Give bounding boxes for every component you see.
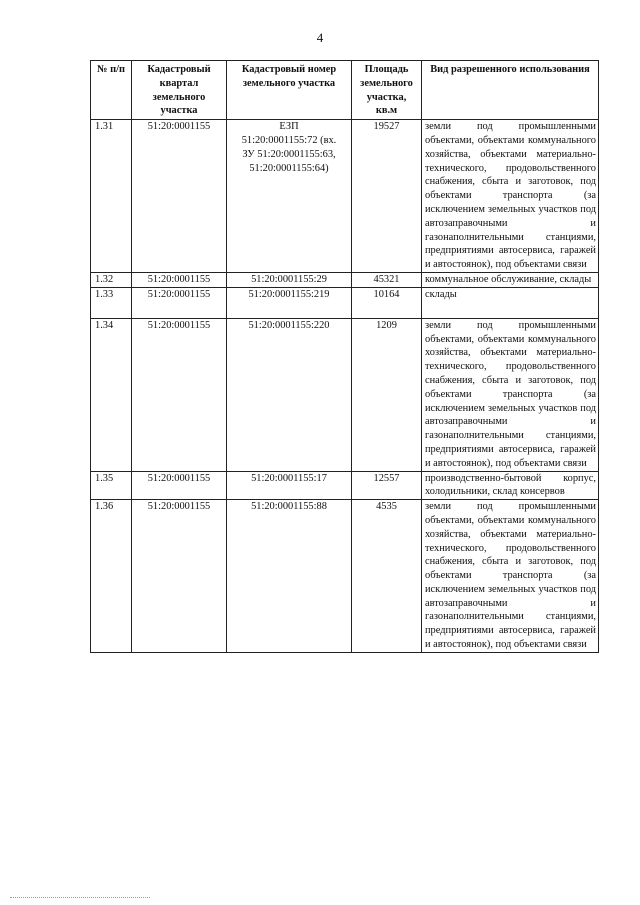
header-number: № п/п xyxy=(91,61,132,120)
table-row xyxy=(91,500,599,653)
row-area: 45321 xyxy=(352,272,422,287)
header-permitted-use: Вид разрешенного использования xyxy=(422,61,599,120)
table-header-row xyxy=(91,61,599,120)
row-cadastral-number: 51:20:0001155:220 xyxy=(227,318,352,471)
header-area: Площадь земельного участка, кв.м xyxy=(352,61,422,120)
row-cadastral-number: 51:20:0001155:17 xyxy=(227,471,352,500)
row-number: 1.32 xyxy=(91,272,132,287)
table-row xyxy=(91,318,599,471)
row-area: 19527 xyxy=(352,120,422,273)
row-permitted-use: склады xyxy=(422,287,599,318)
row-cadastral-quarter: 51:20:0001155 xyxy=(132,318,227,471)
row-number: 1.33 xyxy=(91,287,132,318)
table-row xyxy=(91,272,599,287)
row-number: 1.34 xyxy=(91,318,132,471)
row-area: 10164 xyxy=(352,287,422,318)
row-permitted-use: производственно-бытовой корпус, холодильники, склад консервов xyxy=(422,471,599,500)
row-number: 1.35 xyxy=(91,471,132,500)
header-cadastral-number: Кадастровый номер земельного участка xyxy=(227,61,352,120)
header-cadastral-quarter: Кадастровый квартал земельного участка xyxy=(132,61,227,120)
row-area: 4535 xyxy=(352,500,422,653)
row-area: 12557 xyxy=(352,471,422,500)
row-permitted-use: земли под промышленными объектами, объектами коммунального хозяйства, объектами материально-технического, продовольственного снабжения, сбыта и заготовок, под объектами транспорта (за исключением земельных участков под автозаправочными и газонаполнительными станциями, предприятиями автосервиса, гаражей и автостоянок), под объектами связи xyxy=(422,318,599,471)
row-cadastral-quarter: 51:20:0001155 xyxy=(132,471,227,500)
row-cadastral-number: 51:20:0001155:29 xyxy=(227,272,352,287)
row-number: 1.36 xyxy=(91,500,132,653)
page-number: 4 xyxy=(316,30,324,45)
row-cadastral-number: 51:20:0001155:219 xyxy=(227,287,352,318)
table-row xyxy=(91,287,599,318)
row-number: 1.31 xyxy=(91,120,132,273)
row-cadastral-quarter: 51:20:0001155 xyxy=(132,287,227,318)
table-row xyxy=(91,471,599,500)
scan-artifact-line xyxy=(10,897,150,900)
land-plots-table xyxy=(90,60,599,653)
row-permitted-use: коммунальное обслуживание, склады xyxy=(422,272,599,287)
row-area: 1209 xyxy=(352,318,422,471)
row-cadastral-quarter: 51:20:0001155 xyxy=(132,120,227,273)
table-row xyxy=(91,120,599,273)
row-cadastral-quarter: 51:20:0001155 xyxy=(132,500,227,653)
row-cadastral-number: ЕЗП 51:20:0001155:72 (вх. ЗУ 51:20:0001155:63, 51:20:0001155:64) xyxy=(227,120,352,273)
row-cadastral-quarter: 51:20:0001155 xyxy=(132,272,227,287)
row-permitted-use: земли под промышленными объектами, объектами коммунального хозяйства, объектами материально-технического, продовольственного снабжения, сбыта и заготовок, под объектами транспорта (за исключением земельных участков под автозаправочными и газонаполнительными станциями, предприятиями автосервиса, гаражей и автостоянок), под объектами связи xyxy=(422,120,599,273)
row-cadastral-number: 51:20:0001155:88 xyxy=(227,500,352,653)
row-permitted-use: земли под промышленными объектами, объектами коммунального хозяйства, объектами материально-технического, продовольственного снабжения, сбыта и заготовок, под объектами транспорта (за исключением земельных участков под автозаправочными и газонаполнительными станциями, предприятиями автосервиса, гаражей и автостоянок), под объектами связи xyxy=(422,500,599,653)
